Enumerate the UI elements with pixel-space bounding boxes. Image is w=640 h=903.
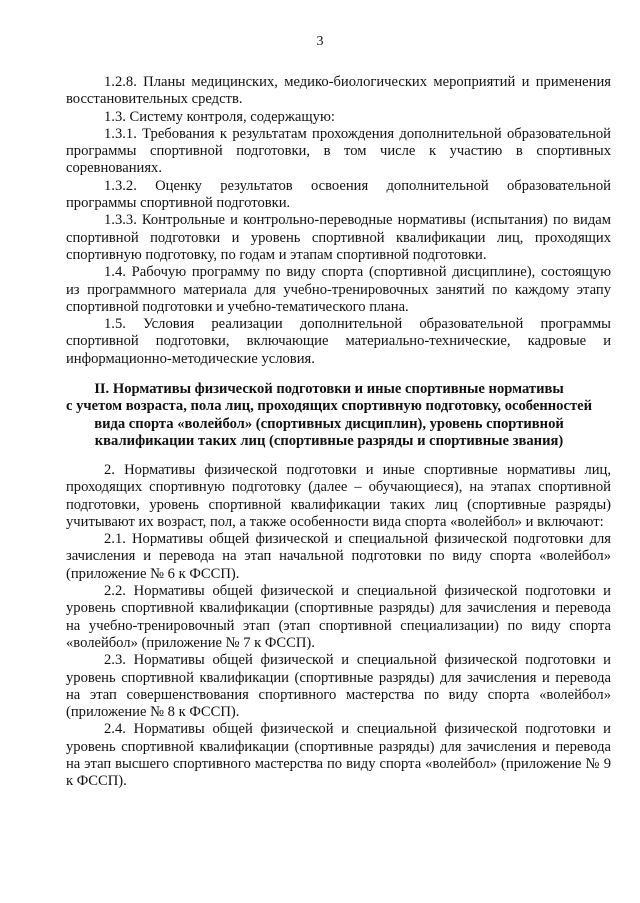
paragraph-2-2: 2.2. Нормативы общей физической и специальной физической подготовки и уровень спортивной квалификации (спортивные разряды) для зачисления и перевода на учебно-тренировочный этап (этап спортивной специализации) по виду спорта «волейбол» (приложение № 7 к ФССП). (66, 583, 611, 651)
paragraph-1-5: 1.5. Условия реализации дополнительной образовательной программы спортивной подготовки, включающие материально-технические, кадровые и информационно-методические условия. (66, 316, 611, 367)
paragraph-1-3-3: 1.3.3. Контрольные и контрольно-переводные нормативы (испытания) по видам спортивной подготовки и уровень спортивной квалификации лиц, проходящих спортивную подготовку, по годам и этапам спортивной подготовки. (66, 212, 611, 263)
paragraph-1-3-1: 1.3.1. Требования к результатам прохождения дополнительной образовательной программы спортивной подготовки, в том числе к участию в спортивных соревнованиях. (66, 125, 611, 177)
paragraph-1-3-2: 1.3.2. Оценку результатов освоения дополнительной образовательной программы спортивной подготовки. (66, 177, 611, 212)
paragraph-2-1: 2.1. Нормативы общей физической и специальной физической подготовки для зачисления и перевода на этап начальной подготовки по виду спорта «волейбол» (приложение № 6 к ФССП). (66, 531, 611, 582)
section-heading-line: вида спорта «волейбол» (спортивных дисциплин), уровень спортивной (94, 415, 564, 432)
section-heading-line: II. Нормативы физической подготовки и иные спортивные нормативы (94, 381, 564, 397)
paragraph-2: 2. Нормативы физической подготовки и иные спортивные нормативы лиц, проходящих спортивную подготовку (далее – обучающиеся), на этапах спортивной подготовки, уровень спортивной квалификации таких лиц (спортивные разряды) учитывают их возраст, пол, а также особенности вида спорта «волейбол» и включают: (66, 462, 611, 530)
paragraph-2-4: 2.4. Нормативы общей физической и специальной физической подготовки и уровень спортивной квалификации (спортивные разряды) для зачисления и перевода на этап высшего спортивного мастерства по виду спорта «волейбол» (приложение № 9 к ФССП). (66, 721, 611, 790)
section-heading (40, 381, 618, 450)
section-heading-line: квалификации таких лиц (спортивные разряды и спортивные звания) (94, 432, 564, 449)
document-body-section-two (66, 462, 611, 791)
paragraph-1-3: 1.3. Систему контроля, содержащую: (104, 108, 335, 125)
section-heading-line: с учетом возраста, пола лиц, проходящих спортивную подготовку, особенностей (66, 398, 592, 415)
page-number: 3 (316, 34, 324, 49)
paragraph-1-4: 1.4. Рабочую программу по виду спорта (спортивной дисциплине), состоящую из программного материала для учебно-тренировочных занятий по каждому этапу спортивной подготовки и учебно-тематического плана. (66, 264, 611, 315)
paragraph-1-2-8: 1.2.8. Планы медицинских, медико-биологических мероприятий и применения восстановительных средств. (66, 74, 611, 108)
document-body-top (66, 74, 611, 368)
paragraph-2-3: 2.3. Нормативы общей физической и специальной физической подготовки и уровень спортивной квалификации (спортивные разряды) для зачисления и перевода на этап совершенствования спортивного мастерства по виду спорта «волейбол» (приложение № 8 к ФССП). (66, 652, 611, 721)
